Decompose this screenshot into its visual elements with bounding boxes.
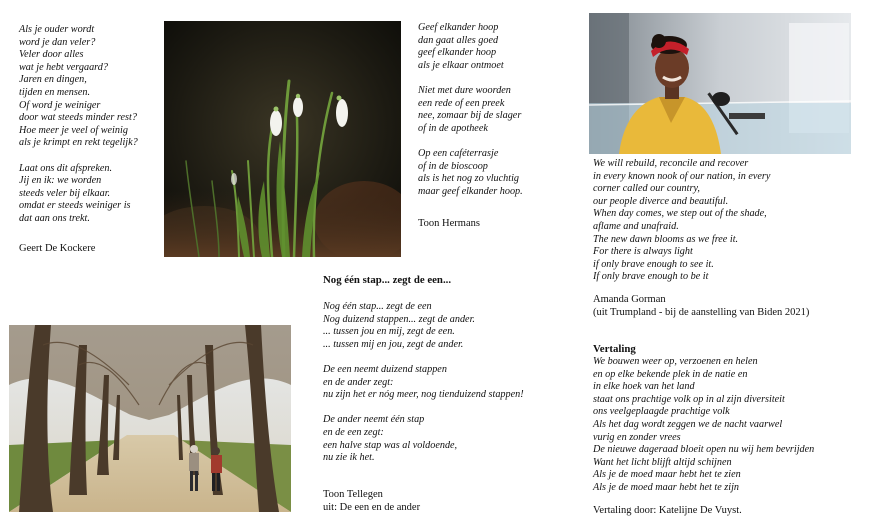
poem-toon-hermans: Geef elkander hoop dan gaat alles goed geef elkander hoop als je elkaar ontmoet Niet met dure woorden een rede of een preek nee, zomaar bij de slager of in de apotheek Op een caféterrasje of in de bioscoop als is het nog zo vluchtig maar geef elkander hoop.	[418, 22, 523, 197]
poem-vertaling: We bouwen weer op, verzoenen en helen en op elke bekende plek in de natie en in elke hoek van het land staat ons prachtige volk op in al zijn diversiteit ons veelgeplaagde prachtige volk Als het dag wordt zeggen we de nacht vaarwel vurig en zonder vrees De nieuwe dageraad bloeit open nu wij hem bevrijden Want het licht blijft altijd schijnen Als je de moed maar hebt het te zien Als je de moed maar hebt het te zijn	[593, 356, 815, 493]
poem-geert-de-kockere: Als je ouder wordt word je dan veler? Veler door alles wat je hebt vergaard? Jaren en dingen, tijden en mensen. Of word je weiniger door wat steeds minder rest? Hoe meer je veel of weinig als je krimpt en rekt tegelijk? Laat ons dit afspreken. Jij en ik: we worden steeds veler bij elkaar. omdat er steeds weiniger is dat aan ons trekt.	[19, 24, 138, 224]
park-avenue-photo	[9, 325, 291, 512]
author-toon-tellegen: Toon Tellegen uit: De een en de ander	[323, 489, 421, 513]
credit-vertaling: Vertaling door: Katelijne De Vuyst.	[593, 505, 742, 516]
author-geert-de-kockere: Geert De Kockere	[19, 243, 96, 254]
author-toon-hermans: Toon Hermans	[418, 218, 480, 229]
title-tellegen-poem: Nog één stap... zegt de een...	[323, 274, 452, 286]
poem-toon-tellegen: Nog één stap... zegt de een Nog duizend stappen... zegt de ander. ... tussen jou en mij, zegt de een. ... tussen mij en jou, zegt de ander. De een neemt duizend stappen en de ander zegt: nu zijn het er nóg meer, nog tienduizend stappen! De ander neemt één stap en de een zegt: een halve stap was al voldoende, nu zie ik het.	[323, 301, 524, 464]
snowdrops-photo	[164, 21, 401, 257]
amanda-gorman-photo	[589, 13, 851, 154]
title-vertaling: Vertaling	[593, 343, 636, 355]
poem-amanda-gorman: We will rebuild, reconcile and recover in every known nook of our nation, in every corner called our country, our people diverce and beautiful. When day comes, we step out of the shade, aflame and unafraid. The new dawn blooms as we free it. For there is always light if only brave enough to see it. If only brave enough to be it	[593, 158, 771, 283]
author-amanda-gorman: Amanda Gorman (uit Trumpland - bij de aanstelling van Biden 2021)	[593, 294, 810, 318]
